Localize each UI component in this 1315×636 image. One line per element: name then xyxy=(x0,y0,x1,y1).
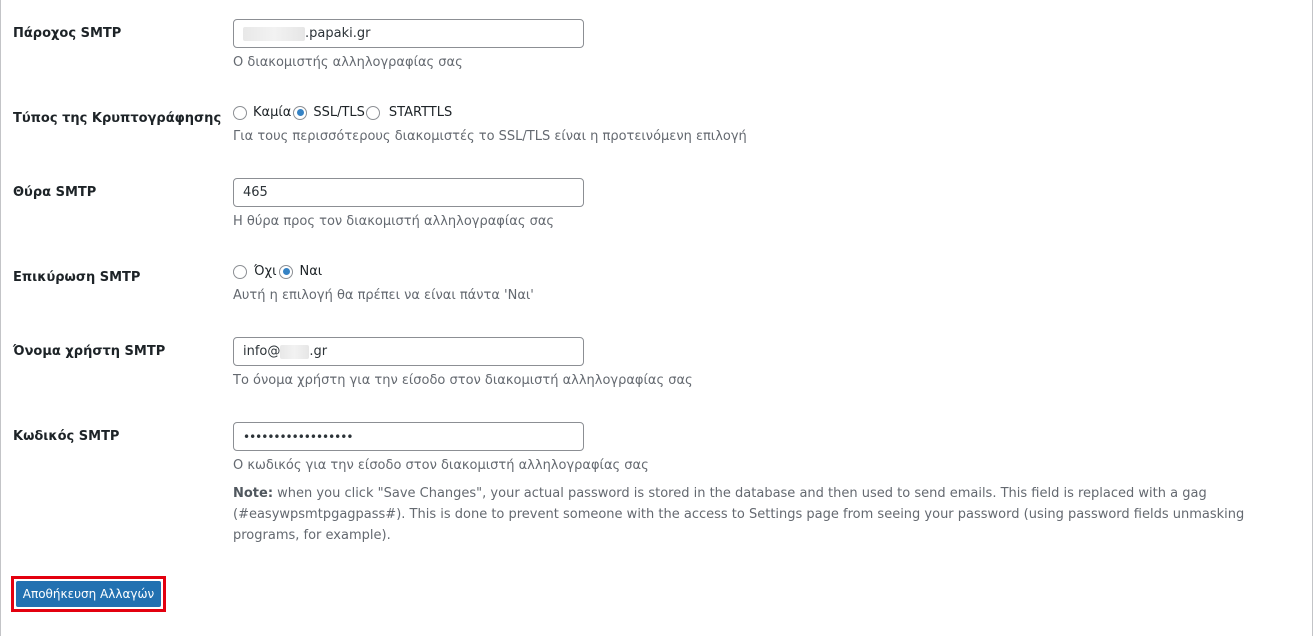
auth-no-label[interactable]: Όχι xyxy=(254,264,277,279)
smtp-username-input[interactable] xyxy=(233,337,584,366)
smtp-auth-label: Επικύρωση SMTP xyxy=(13,270,141,285)
auth-no-radio[interactable] xyxy=(233,265,247,279)
smtp-host-value: .papaki.gr xyxy=(305,26,371,41)
note-label: Note: xyxy=(233,486,274,501)
encryption-description: Για τους περισσότερους διακομιστές το SSL/TLS είναι η προτεινόμενη επιλογή xyxy=(233,129,747,144)
smtp-port-label: Θύρα SMTP xyxy=(13,185,97,200)
save-button-highlight xyxy=(11,576,166,612)
smtp-password-description: Ο κωδικός για την είσοδο στον διακομιστή αλληλογραφίας σας xyxy=(233,458,649,473)
password-note xyxy=(233,483,1283,546)
encryption-ssl-label[interactable]: SSL/TLS xyxy=(313,105,365,120)
encryption-radio-group xyxy=(233,105,454,120)
smtp-auth-description: Αυτή η επιλογή θα πρέπει να είναι πάντα 'Ναι' xyxy=(233,288,534,303)
smtp-password-label: Κωδικός SMTP xyxy=(13,429,120,444)
smtp-password-value: •••••••••••••••••• xyxy=(243,429,353,444)
encryption-ssl-radio[interactable] xyxy=(293,106,307,120)
smtp-username-description: Το όνομα χρήστη για την είσοδο στον διακομιστή αλληλογραφίας σας xyxy=(233,373,693,388)
smtp-username-label: Όνομα χρήστη SMTP xyxy=(13,344,166,359)
smtp-username-prefix: info@ xyxy=(243,344,281,359)
smtp-host-input[interactable] xyxy=(233,19,584,48)
redacted-domain xyxy=(280,345,309,359)
smtp-username-suffix: .gr xyxy=(309,344,328,359)
note-text: when you click "Save Changes", your actual password is stored in the database and then used to send emails. This field is replaced with a gag (#easywpsmtpgagpass#). This is done to prevent someone with the access to Settings page from seeing your password (using password fields unmasking programs, for example). xyxy=(233,486,1245,543)
auth-yes-label[interactable]: Ναι xyxy=(299,264,323,279)
encryption-label: Τύπος της Κρυπτογράφησης xyxy=(13,111,222,126)
encryption-none-radio[interactable] xyxy=(233,106,247,120)
smtp-port-value: 465 xyxy=(243,185,268,200)
smtp-host-label: Πάροχος SMTP xyxy=(13,26,122,41)
smtp-auth-radio-group xyxy=(233,264,324,279)
encryption-starttls-label[interactable]: STARTTLS xyxy=(388,105,453,120)
smtp-host-description: Ο διακομιστής αλληλογραφίας σας xyxy=(233,55,463,70)
auth-yes-radio[interactable] xyxy=(279,265,293,279)
smtp-port-description: Η θύρα προς τον διακομιστή αλληλογραφίας σας xyxy=(233,214,555,229)
redacted-host xyxy=(243,27,305,41)
smtp-port-input[interactable] xyxy=(233,178,584,207)
encryption-none-label[interactable]: Καμία xyxy=(253,105,292,120)
save-changes-button[interactable]: Αποθήκευση Αλλαγών xyxy=(16,581,161,607)
smtp-password-input[interactable] xyxy=(233,422,584,451)
encryption-starttls-radio[interactable] xyxy=(366,106,380,120)
